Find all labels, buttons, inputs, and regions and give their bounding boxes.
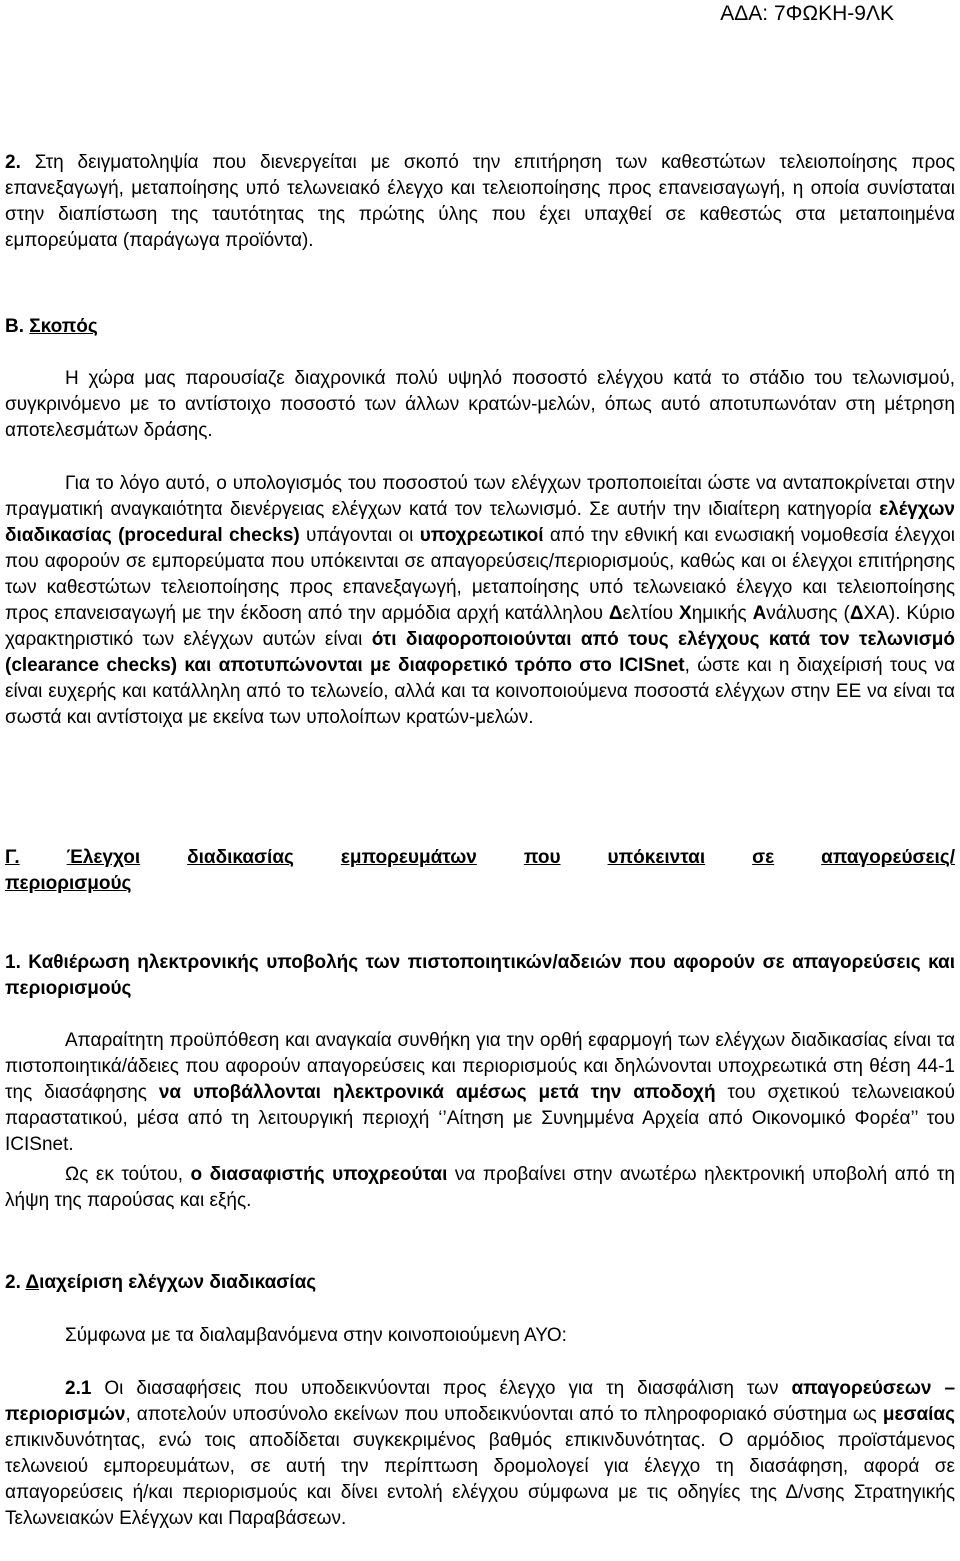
item-2-text: Στη δειγματοληψία που διενεργείται με σκοπό την επιτήρηση των καθεστώτων τελειοποίησης προς επανεξαγωγή, μεταποίησης υπό τελωνειακό έλεγχο και τελειοποίησης προς επανεισαγωγή, η οποία συνίσταται στην διαπίστωση της ταυτότητας της πρώτης ύλης που έχει υπαχθεί σε καθεστώς στα μεταποιημένα εμπορεύματα (παράγωγα προϊόντα). — [5, 152, 955, 251]
text-run: Οι διασαφήσεις που υποδεικνύονται προς έλεγχο για τη διασφάλιση των — [91, 1378, 792, 1399]
text-run: ΧΑ). Κύριο χαρακτηριστικό των ελέγχων αυτών είναι — [5, 603, 955, 650]
heading-letter: Δ — [25, 1272, 40, 1293]
paragraph-2-1 — [5, 1376, 955, 1532]
subsection-2-number: 2. — [5, 1272, 21, 1293]
heading-word: περιορισμούς — [5, 873, 132, 894]
section-g-heading-line-1 — [5, 845, 955, 871]
subsection-1-paragraph-2 — [5, 1162, 955, 1214]
heading-word: διαδικασίας — [187, 847, 294, 868]
section-b-paragraph-1: Η χώρα μας παρουσίαζε διαχρονικά πολύ υψηλό ποσοστό ελέγχου κατά το στάδιο του τελωνισμού, συγκρινόμενο με το αντίστοιχο ποσοστό των άλλων κρατών-μελών, όπως αυτό αποτυπωνόταν στη μέτρηση αποτελεσμάτων δράσης. — [5, 368, 955, 441]
text-run: ελτίου — [622, 603, 680, 624]
text-run: , ώστε και η διαχείρισή τους να είναι ευχερής και κατάλληλη από το τελωνείο, αλλά και τα κοινοποιούμενα ποσοστά ελέγχων στην ΕΕ να είναι τα σωστά και αντίστοιχα με εκείνα των υπολοίπων κρατών-μελών. — [5, 655, 955, 728]
bold-run: μεσαίας — [882, 1404, 955, 1425]
heading-word: Γ. — [5, 847, 20, 868]
bold-letter: Δ — [849, 603, 864, 624]
item-2-paragraph — [5, 150, 955, 254]
ada-code: ΑΔΑ: 7ΦΩΚΗ-9ΛΚ — [720, 2, 894, 25]
subsection-2-heading — [5, 1270, 955, 1296]
bold-run: απαγορεύσεων – περιορισμών — [5, 1378, 956, 1425]
section-b-number: Β. — [5, 316, 24, 337]
paragraph-2-1-number: 2.1 — [65, 1378, 92, 1399]
heading-word: Έλεγχοι — [66, 847, 141, 868]
item-2-number: 2. — [5, 152, 21, 173]
bold-letter: Χ — [679, 603, 692, 624]
heading-word: που — [523, 847, 561, 868]
text-run: από την εθνική και ενωσιακή νομοθεσία έλεγχοι που αφορούν σε εμπορεύματα που υπόκεινται σε απαγορεύσεις/περιορισμούς, καθώς και οι έλεγχοι επιτήρησης των καθεστώτων τελειοποίησης προς επανεξαγωγή, μεταποίησης υπό τελωνειακό έλεγχο και τελειοποίησης προς επανεισαγωγή με την έκδοση από την αρμόδια αρχή κατάλληλου — [5, 525, 955, 624]
heading-word: εμπορευμάτων — [340, 847, 477, 868]
heading-word: σε — [752, 847, 775, 868]
bold-run: ελέγχων διαδικασίας (procedural checks) — [5, 499, 955, 546]
text-run: , αποτελούν υποσύνολο εκείνων που υποδεικνύονται από το πληροφοριακό σύστημα ως — [125, 1404, 883, 1425]
section-g-heading — [5, 845, 955, 897]
heading-word: υπόκεινται — [607, 847, 706, 868]
subsection-1-heading: 1. Καθιέρωση ηλεκτρονικής υποβολής των πιστοποιητικών/αδειών που αφορούν σε απαγορεύσεις και περιορισμούς — [5, 952, 955, 999]
bold-run: ότι διαφοροποιούνται από τους ελέγχους κατά τον τελωνισμό (clearance checks) και αποτυπώνονται με διαφορετικό τρόπο στο ICISnet — [5, 629, 955, 676]
section-g-heading-line-2 — [5, 871, 955, 897]
text-run: Ως εκ τούτου, — [65, 1164, 191, 1185]
heading-word: απαγορεύσεις/ — [821, 847, 955, 868]
section-b-heading — [5, 314, 955, 340]
bold-run: υποχρεωτικοί — [419, 525, 544, 546]
text-run: υπάγονται οι — [299, 525, 420, 546]
text-run: να προβαίνει στην ανωτέρω ηλεκτρονική υποβολή από τη λήψη της παρούσας και εξής. — [5, 1164, 955, 1211]
subsection-2-title: ιαχείριση ελέγχων διαδικασίας — [39, 1272, 317, 1293]
text-run: επικινδυνότητας, ενώ τοις αποδίδεται συγκεκριμένος βαθμός επικινδυνότητας. Ο αρμόδιος προϊστάμενος τελωνειού εμπορευμάτων, σε αυτή την περίπτωση δρομολογεί για έλεγχο τη διασάφηση, αφορά σε απαγορεύσεις ή/και περιορισμούς και δίνει εντολή ελέγχου σύμφωνα με τις οδηγίες της Δ/νσης Στρατηγικής Τελωνειακών Ελέγχων και Παραβάσεων. — [5, 1430, 955, 1529]
bold-run: να υποβάλλονται ηλεκτρονικά αμέσως μετά την αποδοχή — [158, 1082, 716, 1103]
text-run: του σχετικού τελωνειακού παραστατικού, μέσα από τη λειτουργική περιοχή ‘’Αίτηση με Συνημμένα Αρχεία από Οικονομικό Φορέα’’ του ICISnet. — [5, 1082, 956, 1155]
text-run: Απαραίτητη προϋπόθεση και αναγκαία συνθήκη για την ορθή εφαρμογή των ελέγχων διαδικασίας είναι τα πιστοποιητικά/άδειες που αφορούν απαγορεύσεις και περιορισμούς και δηλώνονται υποχρεωτικά στη θέση 44-1 της διασάφησης — [5, 1030, 955, 1103]
text-run: ημικής — [691, 603, 753, 624]
text-run: νάλυσης ( — [766, 603, 850, 624]
section-b-paragraph-2 — [5, 471, 955, 731]
bold-letter: Α — [752, 603, 767, 624]
subsection-2-intro: Σύμφωνα με τα διαλαμβανόμενα στην κοινοποιούμενη ΑΥΟ: — [65, 1325, 567, 1346]
subsection-1-paragraph-1 — [5, 1028, 955, 1158]
text-run: Για το λόγο αυτό, ο υπολογισμός του ποσοστού των ελέγχων τροποποιείται ώστε να ανταποκρίνεται στην πραγματική αναγκαιότητα διενέργειας ελέγχων κατά τον τελωνισμό. Σε αυτήν την ιδιαίτερη κατηγορία — [5, 473, 955, 520]
section-b-title: Σκοπός — [29, 316, 98, 337]
bold-run: ο διασαφιστής υποχρεούται — [190, 1164, 448, 1185]
bold-letter: Δ — [608, 603, 623, 624]
